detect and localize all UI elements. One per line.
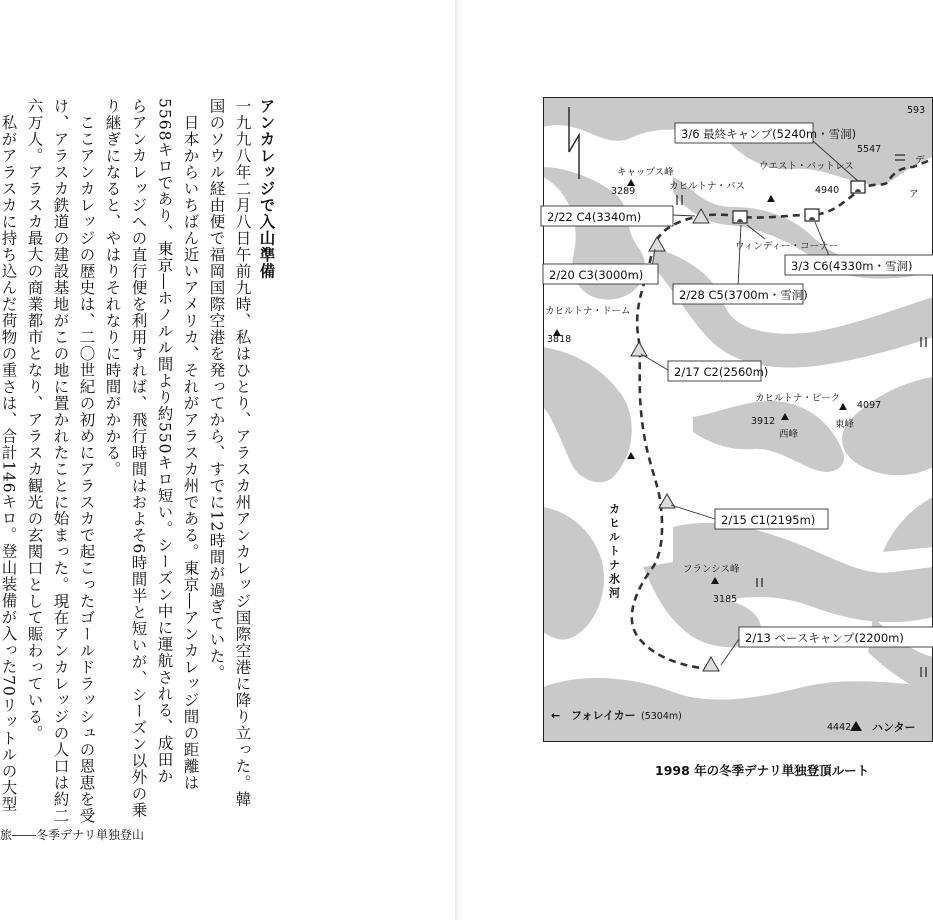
left-page [0, 0, 456, 920]
section-heading: アンカレッジで入山準備 [257, 98, 276, 280]
elev-west-buttress: 4940 [815, 185, 840, 196]
route-map [543, 97, 933, 742]
camp-label-c1: 2/15 C1(2195m) [721, 513, 816, 527]
body-column-10: 私がアラスカに持ち込んだ荷物の重さは、合計146キロ。登山装備が入った70リットルの大型 [0, 98, 18, 813]
edge-label-2: 5547 [857, 144, 882, 155]
map-caption: 1998 年の冬季デナリ単独登頂ルート [655, 763, 870, 778]
elev-francis-peak: 3185 [713, 594, 738, 605]
camp-label-c3: 2/20 C3(3000m) [549, 268, 644, 282]
feature-west-buttress: ウエスト・バットレス [759, 161, 854, 172]
body-column-6: り継ぎになると、やはりそれなりに時間がかかる。 [103, 98, 122, 478]
feature-foraker: フォレイカー [571, 709, 636, 722]
elev-caps-peak: 3289 [611, 186, 636, 197]
elev-west-peak: 3912 [751, 416, 776, 427]
feature-kahiltna-peak: カヒルトナ・ピーク [755, 393, 841, 404]
feature-francis-peak: フランシス峰 [683, 564, 740, 575]
edge-label-4: ア [909, 189, 919, 200]
running-footer: 旅――冬季デナリ単独登山 [0, 828, 145, 842]
feature-hunter: ハンター [872, 721, 916, 734]
camp-label-c6: 3/3 C6(4330m・雪洞) [791, 259, 913, 273]
body-column-9: 六万人。アラスカ最大の商業都市となり、アラスカ観光の玄関口として賑わっている。 [25, 98, 44, 742]
route-map-svg [543, 97, 933, 742]
feature-windy-corner: ウィンディー・コーナー [735, 241, 839, 252]
elev-foraker: (5304m) [641, 711, 682, 722]
elev-east-peak: 4097 [857, 400, 882, 411]
elev-hunter: 4442 [827, 722, 852, 733]
body-column-7: ここアンカレッジの歴史は、二〇世紀の初めにアラスカで起こったゴールドラッシュの恩恵を受 [77, 98, 96, 824]
edge-label-1: 593 [907, 105, 926, 116]
body-column-2: 国のソウル経由便で福岡国際空港を発ってから、すでに12時間が過ぎていた。 [207, 98, 226, 681]
body-column-8: け、アラスカ鉄道の建設基地がこの地に置かれたことに始まった。現在アンカレッジの人口は約二 [51, 98, 70, 824]
camp-label-final: 3/6 最終キャンプ(5240m・雪洞) [681, 127, 857, 141]
arrow-left-icon: ← [551, 709, 561, 722]
feature-kahiltna-glacier: カヒルトナ氷河 [607, 503, 621, 601]
feature-kahiltna-pass: カヒルトナ・パス [669, 181, 746, 192]
camp-label-c2: 2/17 C2(2560m) [674, 365, 769, 379]
camp-label-c4: 2/22 C4(3340m) [547, 210, 642, 224]
camp-label-c5: 2/28 C5(3700m・雪洞) [679, 288, 808, 302]
edge-label-3: デ [915, 155, 925, 166]
feature-west-peak: 西峰 [779, 429, 799, 440]
feature-caps-peak: キャップス峰 [617, 167, 674, 178]
body-column-3: 日本からいちばん近いアメリカ、それがアラスカ州である。東京―アンカレッジ間の距離は [181, 98, 200, 791]
body-column-5: らアンカレッジへの直行便を利用すれば、飛行時間はおよそ6時間半と短いが、シーズン以外の乗 [129, 98, 148, 819]
body-column-1: 一九九八年二月八日午前九時、私はひとり、アラスカ州アンカレッジ国際空港に降り立った。韓 [233, 98, 252, 808]
body-column-4: 5568キロであり、東京―ホノルル間より約550キロ短い。シーズン中に運航される、成田か [155, 98, 174, 785]
elev-kahiltna-dome: 3818 [547, 334, 572, 345]
feature-kahiltna-dome: カヒルトナ・ドーム [545, 306, 631, 317]
camp-label-basecamp: 2/13 ベースキャンプ(2200m) [745, 631, 904, 645]
feature-east-peak: 東峰 [835, 419, 855, 430]
